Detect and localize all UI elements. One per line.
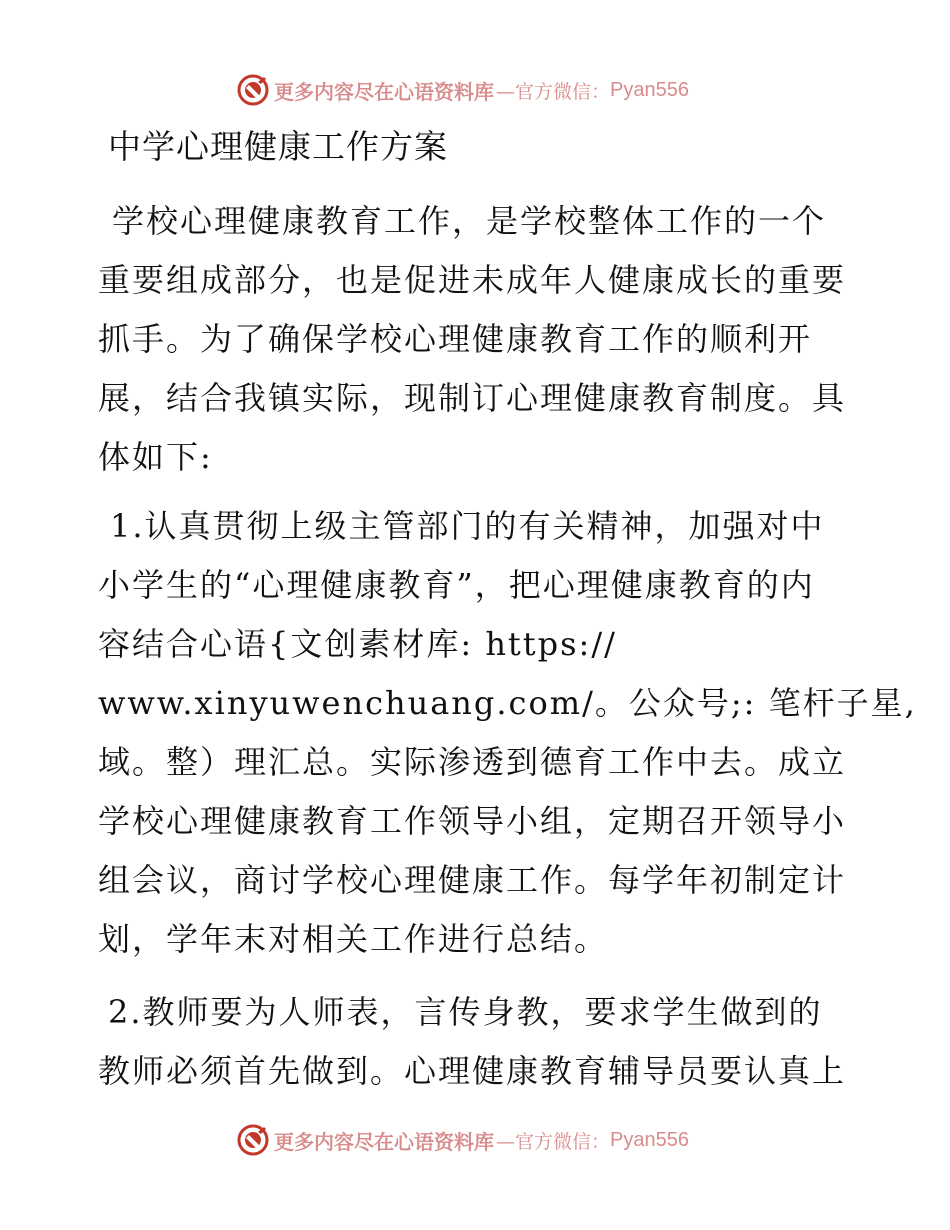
paragraph-line: 学校心理健康教育工作领导小组，定期召开领导小 bbox=[98, 802, 847, 840]
paragraph-line: 体如下: bbox=[98, 438, 213, 476]
paragraph-line: 组会议，商讨学校心理健康工作。每学年初制定计 bbox=[98, 861, 847, 899]
watermark-wechat-id: Pyan556 bbox=[610, 1128, 689, 1151]
header-watermark bbox=[236, 72, 689, 108]
watermark-contact-label: —官方微信： bbox=[496, 1130, 611, 1153]
paragraph-line: www.xinyuwenchuang.com/。公众号;: 笔杆子星, bbox=[98, 684, 917, 722]
paragraph-line: 1.认真贯彻上级主管部门的有关精神，加强对中 bbox=[110, 507, 825, 545]
watermark-wechat-id: Pyan556 bbox=[610, 78, 689, 101]
intro-paragraph bbox=[98, 192, 858, 487]
paragraph-line: 2.教师要为人师表，言传身教，要求学生做到的 bbox=[108, 993, 823, 1031]
paragraph-line: 教师必须首先做到。心理健康教育辅导员要认真上 bbox=[98, 1052, 847, 1090]
paragraph-line: 重要组成部分，也是促进未成年人健康成长的重要 bbox=[98, 261, 847, 299]
brand-logo-icon bbox=[236, 1123, 270, 1157]
document-title: 中学心理健康工作方案 bbox=[108, 127, 448, 166]
paragraph-line: 小学生的“心理健康教育”，把心理健康教育的内 bbox=[98, 566, 815, 604]
watermark-brand-text: 更多内容尽在心语资料库 bbox=[274, 1129, 494, 1154]
watermark-contact-label: —官方微信： bbox=[496, 80, 611, 103]
item-2-paragraph bbox=[98, 983, 858, 1101]
footer-watermark bbox=[236, 1122, 689, 1158]
paragraph-line: 划，学年末对相关工作进行总结。 bbox=[98, 920, 609, 958]
paragraph-line: 容结合心语{文创素材库: https:// bbox=[98, 625, 617, 663]
watermark-brand-text: 更多内容尽在心语资料库 bbox=[274, 79, 494, 104]
paragraph-line: 抓手。为了确保学校心理健康教育工作的顺利开 bbox=[98, 320, 813, 358]
paragraph-line: 域。整）理汇总。实际渗透到德育工作中去。成立 bbox=[98, 743, 847, 781]
item-1-paragraph bbox=[98, 497, 917, 969]
brand-logo-icon bbox=[236, 73, 270, 107]
paragraph-line: 学校心理健康教育工作，是学校整体工作的一个 bbox=[112, 202, 827, 240]
paragraph-line: 展，结合我镇实际，现制订心理健康教育制度。具 bbox=[98, 379, 847, 417]
